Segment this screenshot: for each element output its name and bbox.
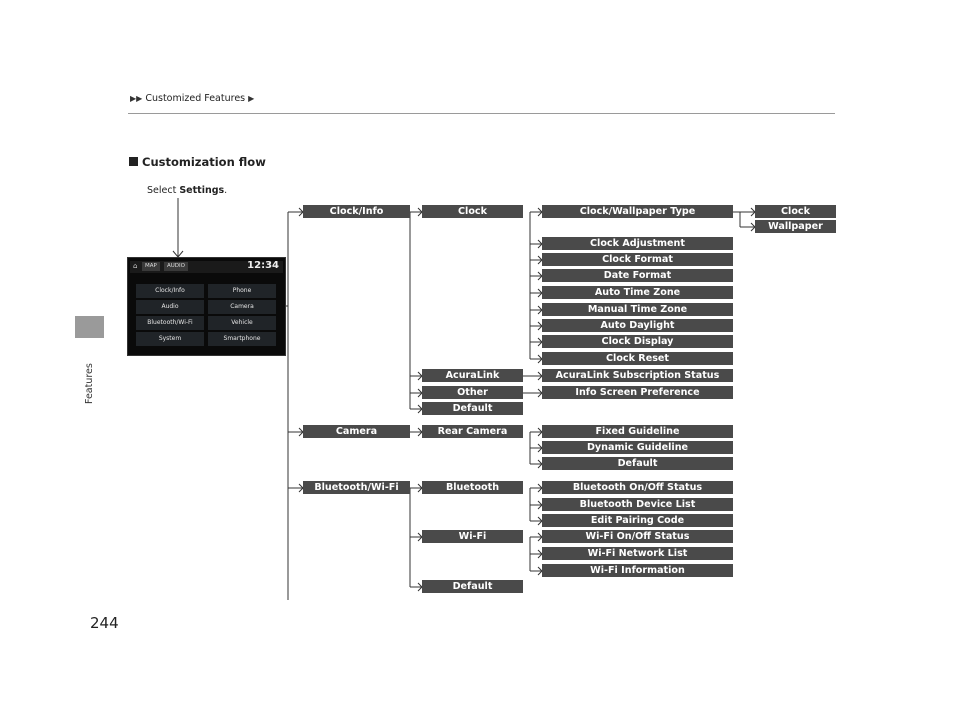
screen-menu-smartphone: Smartphone [208, 332, 276, 346]
flow-box-bluetooth-device-list: Bluetooth Device List [542, 498, 733, 511]
flow-box-wifi-network-list: Wi-Fi Network List [542, 547, 733, 560]
flow-box-rear-camera: Rear Camera [422, 425, 523, 438]
flow-box-acuralink-subscription: AcuraLink Subscription Status [542, 369, 733, 382]
screen-menu-clock-info: Clock/Info [136, 284, 204, 298]
flow-box-clock-reset: Clock Reset [542, 352, 733, 365]
screen-menu-system: System [136, 332, 204, 346]
screen-menu-phone: Phone [208, 284, 276, 298]
page-number: 244 [90, 614, 119, 632]
select-note-prefix: Select [147, 185, 180, 196]
settings-screen-image [127, 257, 286, 356]
screen-menu-camera: Camera [208, 300, 276, 314]
breadcrumb-label: Customized Features [145, 93, 246, 104]
flow-box-bluetooth: Bluetooth [422, 481, 523, 494]
flow-box-clock-adjustment: Clock Adjustment [542, 237, 733, 250]
select-note-suffix: . [224, 185, 228, 196]
flow-box-auto-time-zone: Auto Time Zone [542, 286, 733, 299]
flow-box-auto-daylight: Auto Daylight [542, 319, 733, 332]
screen-time: 12:34 [247, 260, 279, 271]
flow-box-dynamic-guideline: Dynamic Guideline [542, 441, 733, 454]
flow-box-bluetooth-wifi: Bluetooth/Wi-Fi [303, 481, 410, 494]
flow-box-info-screen-preference: Info Screen Preference [542, 386, 733, 399]
screen-menu-bluetooth-wifi: Bluetooth/Wi-Fi [136, 316, 204, 330]
flow-box-date-format: Date Format [542, 269, 733, 282]
side-tab-label: Features [84, 363, 95, 404]
breadcrumb-arrows-icon: ▶▶ [130, 94, 143, 103]
screen-tab-map: MAP [142, 262, 160, 271]
select-note-bold: Settings [179, 185, 225, 196]
breadcrumb-end-arrow-icon: ▶ [248, 94, 255, 103]
flow-box-manual-time-zone: Manual Time Zone [542, 303, 733, 316]
section-title-text: Customization flow [142, 155, 266, 169]
flow-box-clock-display: Clock Display [542, 335, 733, 348]
flow-box-camera: Camera [303, 425, 410, 438]
flow-box-wifi-information: Wi-Fi Information [542, 564, 733, 577]
flow-box-clock-format: Clock Format [542, 253, 733, 266]
flow-box-edit-pairing-code: Edit Pairing Code [542, 514, 733, 527]
home-icon: ⌂ [133, 262, 138, 270]
screen-menu-vehicle: Vehicle [208, 316, 276, 330]
screen-tab-audio: AUDIO [164, 262, 188, 271]
flow-box-type-wallpaper: Wallpaper [755, 220, 836, 233]
screen-topbar [130, 261, 283, 273]
flow-box-clock-info: Clock/Info [303, 205, 410, 218]
flow-box-bluetooth-on-off: Bluetooth On/Off Status [542, 481, 733, 494]
flow-box-other: Other [422, 386, 523, 399]
flow-box-clock: Clock [422, 205, 523, 218]
flow-box-type-clock: Clock [755, 205, 836, 218]
flow-box-wifi: Wi-Fi [422, 530, 523, 543]
flow-box-wifi-on-off: Wi-Fi On/Off Status [542, 530, 733, 543]
screen-menu-audio: Audio [136, 300, 204, 314]
flow-box-clockinfo-default: Default [422, 402, 523, 415]
flow-box-bt-wifi-default: Default [422, 580, 523, 593]
flow-box-fixed-guideline: Fixed Guideline [542, 425, 733, 438]
flow-box-camera-default: Default [542, 457, 733, 470]
flow-box-clock-wallpaper-type: Clock/Wallpaper Type [542, 205, 733, 218]
flow-box-acuralink: AcuraLink [422, 369, 523, 382]
